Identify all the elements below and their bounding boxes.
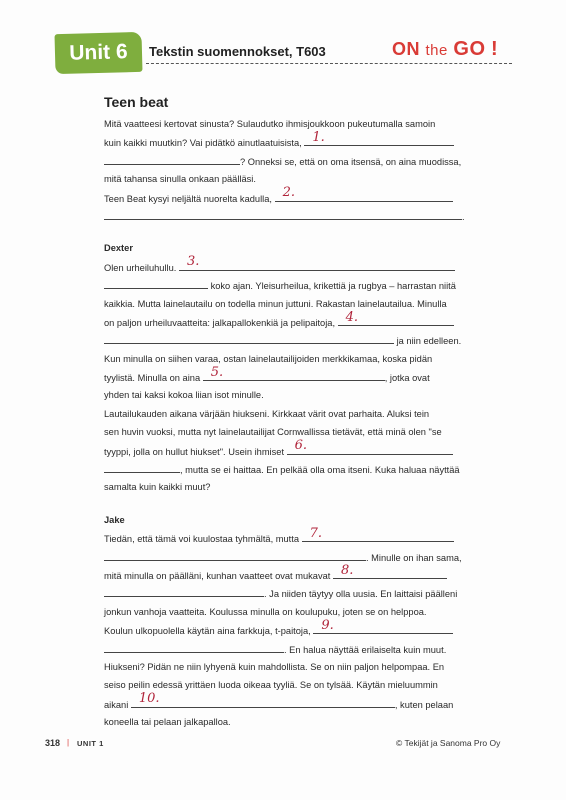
dexter-line-9: Lautailukauden aikana värjään hiukseni. Kirkkaat värit ovat parhaita. Aluksi tein bbox=[104, 408, 430, 419]
header-title: Tekstin suomennokset, T603 bbox=[149, 44, 326, 59]
header-divider bbox=[146, 63, 512, 64]
jake-line-11: koneella tai pelaan jalkapalloa. bbox=[104, 717, 231, 728]
dexter-line-5: ja niin edelleen. bbox=[104, 331, 466, 349]
answer-blank-3-continued[interactable] bbox=[104, 276, 208, 289]
answer-number-4: 4. bbox=[345, 309, 359, 325]
jake-line-6: Koulun ulkopuolella käytän aina farkkuja, t-paitoja, 9. bbox=[104, 621, 466, 639]
unit-badge: Unit 6 bbox=[54, 32, 142, 74]
jake-line-5: jonkun vanhoja vaatteita. Koulussa minulla on koulupuku, joten se on helppoa. bbox=[104, 606, 427, 617]
answer-blank-6-continued[interactable] bbox=[104, 460, 180, 473]
intro-line-5: Teen Beat kysyi neljältä nuorelta kadulla, 2. bbox=[104, 189, 466, 207]
jake-line-9: seiso peilin edessä yrittäen luoda oikeaa tyyliä. Se on tylsää. Käytän mieluummin bbox=[104, 680, 438, 691]
answer-number-2: 2. bbox=[282, 185, 295, 201]
page-header bbox=[0, 0, 566, 95]
dexter-line-1: Olen urheiluhullu. 3. bbox=[104, 258, 466, 276]
intro-line-4: mitä tahansa sinulla onkaan päälläsi. bbox=[104, 174, 256, 185]
answer-blank-4[interactable] bbox=[338, 309, 454, 326]
answer-blank-8[interactable] bbox=[333, 562, 447, 579]
dexter-line-3: kaikkia. Mutta lainelautailu on todella minun juttuni. Rakastan lainelautailua. Minulla bbox=[104, 298, 447, 309]
intro-line-1: Mitä vaatteesi kertovat sinusta? Sulaudutko ihmisjoukkoon pukeutumalla samoin bbox=[104, 119, 436, 129]
intro-line-2: kuin kaikki muutkin? Vai pidätkö ainutlaatuisista, 1. bbox=[104, 133, 466, 151]
answer-number-1: 1. bbox=[312, 129, 325, 145]
answer-number-5: 5. bbox=[210, 364, 224, 380]
dexter-line-4: on paljon urheiluvaatteita: jalkapallokenkiä ja pelipaitoja, 4. bbox=[104, 313, 466, 331]
speaker-name-dexter: Dexter bbox=[104, 243, 133, 254]
footer-separator: | bbox=[67, 738, 70, 747]
dexter-line-2: koko ajan. Yleisurheilua, krikettiä ja rugbya – harrastan niitä bbox=[104, 276, 466, 294]
answer-blank-2-continued[interactable] bbox=[104, 207, 462, 220]
answer-number-6: 6. bbox=[294, 438, 308, 454]
answer-blank-2[interactable] bbox=[275, 185, 453, 202]
answer-number-3: 3. bbox=[186, 254, 200, 270]
jake-line-10: aikani 10. , kuten pelaan bbox=[104, 691, 454, 710]
footer-unit: UNIT 1 bbox=[77, 739, 104, 748]
answer-number-10: 10. bbox=[138, 691, 160, 707]
brand-mark: ! bbox=[491, 38, 499, 60]
answer-number-9: 9. bbox=[321, 617, 334, 633]
answer-blank-1-continued[interactable] bbox=[104, 152, 240, 165]
dexter-line-12: , mutta se ei haittaa. En pelkää olla oma itseni. Kuka haluaa näyttää bbox=[104, 460, 466, 478]
answer-number-8: 8. bbox=[340, 562, 354, 578]
answer-blank-6[interactable] bbox=[287, 438, 453, 455]
answer-number-7: 7. bbox=[309, 525, 322, 541]
brand-prefix: ON bbox=[392, 39, 420, 59]
intro-line-6: . bbox=[104, 207, 466, 225]
answer-blank-5[interactable] bbox=[203, 364, 385, 381]
dexter-line-6: Kun minulla on siihen varaa, ostan lainelautailijoiden merkkikamaa, koska pidän bbox=[104, 353, 433, 364]
speaker-name-jake: Jake bbox=[104, 514, 125, 525]
dexter-line-13: samalta kuin kaikki muut? bbox=[104, 482, 211, 493]
answer-blank-9[interactable] bbox=[313, 617, 453, 634]
page-number: 318 bbox=[45, 738, 61, 748]
brand-mid: the bbox=[425, 42, 448, 59]
answer-blank-10[interactable] bbox=[131, 691, 395, 708]
copyright-notice: © Tekijät ja Sanoma Pro Oy bbox=[396, 738, 501, 748]
answer-blank-7-continued[interactable] bbox=[104, 548, 366, 561]
page-title: Teen beat bbox=[104, 94, 169, 110]
jake-line-2: . Minulle on ihan sama, bbox=[104, 548, 466, 566]
answer-blank-4-continued[interactable] bbox=[104, 331, 394, 344]
dexter-line-7: tyylistä. Minulla on aina 5. , jotka ovat bbox=[104, 364, 430, 384]
answer-blank-8-continued[interactable] bbox=[104, 584, 264, 597]
jake-line-4: . Ja niiden täytyy olla uusia. En laittaisi päälleni bbox=[104, 584, 466, 602]
jake-line-7: . En halua näyttää erilaiselta kuin muut. bbox=[104, 640, 466, 658]
answer-blank-7[interactable] bbox=[302, 525, 454, 542]
jake-line-1: Tiedän, että tämä voi kuulostaa tyhmältä, mutta 7. bbox=[104, 529, 466, 547]
answer-blank-9-continued[interactable] bbox=[104, 640, 284, 653]
jake-line-3: mitä minulla on päälläni, kunhan vaatteet ovat mukavat 8. bbox=[104, 566, 466, 584]
answer-blank-3[interactable] bbox=[179, 254, 455, 271]
dexter-line-11: tyyppi, jolla on hullut hiukset". Usein ihmiset 6. bbox=[104, 442, 466, 460]
text-body bbox=[104, 115, 466, 732]
intro-line-3: ? Onneksi se, että on oma itsensä, on aina muodissa, bbox=[104, 152, 466, 170]
brand-main: GO bbox=[453, 38, 486, 60]
dexter-line-10: sen huvin vuoksi, mutta nyt lainelautailijat Cornwallissa tietävät, että minä olen "se bbox=[104, 427, 442, 438]
dexter-line-8: yhden tai kaksi kokoa liian isot minulle. bbox=[104, 390, 264, 401]
brand-logo bbox=[392, 38, 498, 61]
jake-line-8: Hiukseni? Pidän ne niin lyhyenä kuin mahdollista. Se on niin paljon helpompaa. En bbox=[104, 661, 445, 672]
answer-blank-1[interactable] bbox=[304, 129, 454, 146]
